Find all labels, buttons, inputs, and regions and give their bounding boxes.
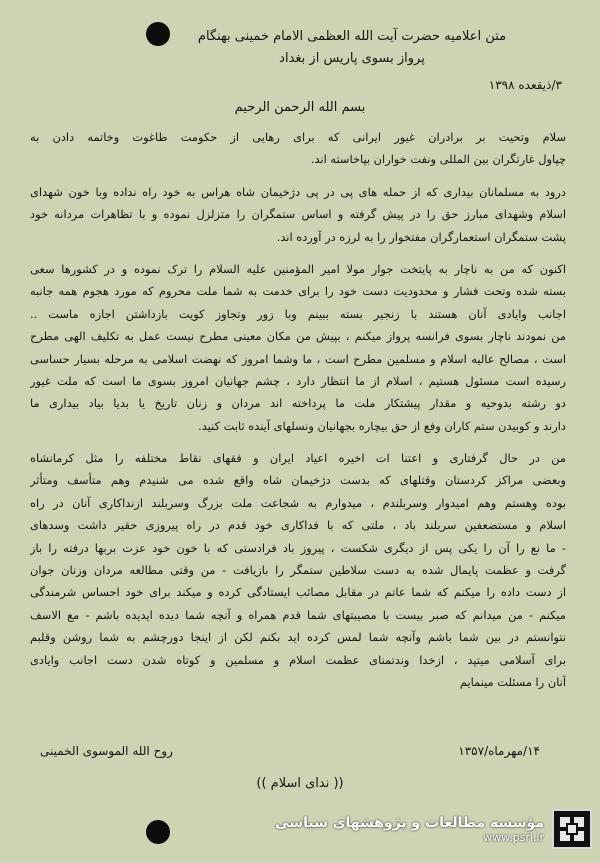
header-line: پرواز بسوی پاریس از بغداد — [279, 51, 425, 66]
body-line: وبعضی مراکز کردستان وقتلهای که بدست دژخیمان شاه واقع شده می شنیدم وهم متأسف ومتأثر — [30, 473, 566, 488]
signature-date: ۱۴/مهرماه/۱۳۵۷ — [458, 744, 540, 758]
body-line: برای آسلامی میتپد ، ازخدا وندتمنای عظمت اسلام و مسلمین و کوتاه شدن دست اجانب وایادی — [30, 652, 566, 667]
body-line: چپاول غارتگران بین المللی ونفت خواران بپاخاسته اند. — [310, 152, 566, 167]
body-line: رسیده است مسئول هستیم ، اسلام از ما انتظار دارد ، چشم جهانیان امروز بسوی ما است که ملت غیور — [30, 373, 566, 388]
body-line: بوده وهستم وهم امیدوار وسربلندم ، میدوارم به شجاعت ملت بزرگ وسربلند ازنداکاری آنان در راه — [30, 495, 566, 510]
body-line: از دست داده را میکنم که شما عاتم در مقابل مصائب ایستادگی کرده و میکند برای خود احساس شرمندگی — [30, 585, 566, 600]
document-date: ۳/ذیقعده ۱۳۹۸ — [488, 78, 562, 92]
body-line: بسته شده وتحت فشار و محدودیت دست خود را برای خدمت به شما ملت محروم که مورد هجوم همه جانبه — [30, 284, 566, 299]
basmala: بسم الله الرحمن الرحیم — [234, 100, 366, 115]
body-line: است ، مصالح عالیه اسلام و مسلمین مطرح است ، ما وشما امروز که نهضت اسلامی به مرحله بسیار حساسی — [30, 351, 566, 366]
header-line: متن اعلامیه حضرت آیت الله العظمی الامام خمینی بهنگام — [197, 29, 507, 44]
body-line: من نمودند ناچار بسوی فرانسه پرواز میکنم ، بپیش من مکان معینی مطرح نیست عمل به تکلیف الهی مطرح — [30, 329, 566, 344]
body-line: درود به مسلمانان بیداری که از حمله های پی در پی دژخیمان شاه هراس به خود راه نداده وبا خون شهدای — [30, 184, 566, 199]
signature-name: روح الله الموسوی الخمینی — [40, 744, 173, 758]
institute-name: مؤسسه مطالعات و پژوهشهای سیاسی — [275, 814, 544, 831]
institute-url: www.psri.ir — [483, 830, 544, 844]
institute-logo-icon — [552, 809, 592, 849]
body-line: سلام وتحیت بر برادران غیور ایرانی که برای رهایی از حکومت طاغوت وخاتمه دادن به — [30, 130, 566, 144]
body-line: اکنون که من به ناچار به پایتخت جوار مولا امیر المؤمنین علیه السلام را ترک نموده و در کشورها سعی — [30, 261, 566, 276]
body-line: اجانب وایادی آنان هستند با زنجیر بسته ببینم وبا زور وتجاوز کویت بازداشتن اجازه ماست .. — [30, 306, 566, 321]
document-header — [142, 26, 562, 70]
body-line: پشت ستمگران استعمارگران مفتخوار را به لرزه در آورده اند. — [276, 229, 566, 244]
punch-hole — [146, 820, 170, 844]
body-line: دارند و کوبیدن ستم کاران وفع از حق بیچاره بجهانیان ونسلهای آینده ثابت کنید. — [198, 418, 566, 433]
document-body — [30, 126, 566, 693]
body-line: اسلام و مستضعفین سربلند باد ، ملتی که با فداکاری خود قدم در راه پیروزی حقیر داشت وسدهای — [30, 518, 566, 533]
body-line: گرفت و عظمت پایمال شده به دست سلاطین ستمگر را بازیافت - من وقتی مطالعه مردان وزنان جوان — [30, 563, 566, 578]
body-line: من در حال گرفتاری و اعتنا ات اخیره اعیاد ایران و فقهای نقاط مختلفه را مثل کرمانشاه — [30, 451, 566, 466]
body-line: - ما نع را آن را یکی پس از دیگری شکست ، پیروز باد فرادستی که با خون خود عزت بربها درفته را باز — [30, 540, 566, 555]
body-line: آنان را مسئلت مینمایم — [459, 674, 566, 689]
institute-watermark — [275, 803, 592, 855]
body-line: نتوانستم در بین شما باشم وآنچه شما لمس کرده اید بکنم لکن از اینجا دورچشم به شما روشن وقلبم — [30, 630, 566, 645]
source-label: (( ندای اسلام )) — [256, 776, 344, 791]
body-line: اسلام وشهدای مبارز حق را در پیش گرفته و اساس ستمگران را متزلزل نموده و با تظاهرات مردانه خود — [30, 207, 566, 222]
body-line: دو رشته بدوحیه و مقدار پیشتکار ملت ما پرداخته اند مردان و زنان تاریخ یا بدیا بیاد بیداری ما — [30, 396, 566, 411]
body-line: میکنم - من میدانم که صبر بیست با مصیبتهای شما قدم همراه و آنچه شما دیده ایدیده باشم - مع الاسف — [30, 607, 566, 622]
